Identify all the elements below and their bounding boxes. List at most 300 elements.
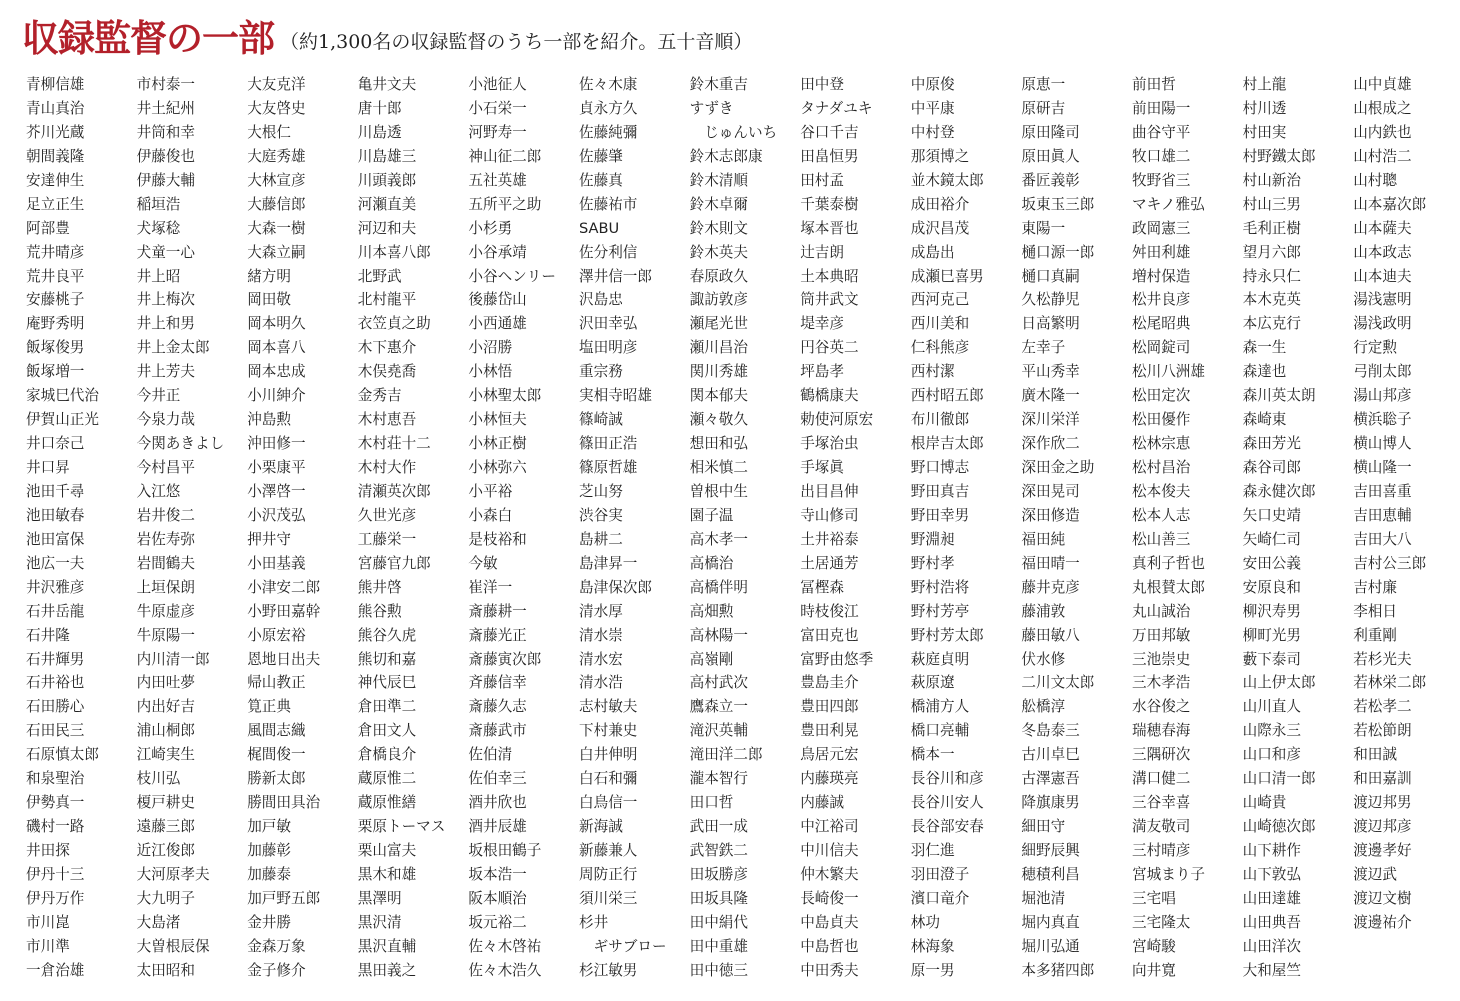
- director-name: 豊田利晃: [800, 722, 859, 740]
- director-name: 井筒和幸: [136, 123, 195, 141]
- director-name: 小林悟: [468, 363, 513, 381]
- director-name: 溝口健二: [1132, 770, 1191, 788]
- director-name: 亀井文夫: [357, 76, 417, 93]
- name-column: [1243, 73, 1353, 983]
- director-name: 松村昌治: [1132, 459, 1191, 476]
- director-name: 加戸敏: [247, 818, 291, 836]
- director-name: 鷹森立一: [689, 698, 748, 716]
- director-name: 大曽根辰保: [136, 937, 210, 955]
- director-name: 土居通芳: [800, 554, 859, 572]
- director-name: 倉田準二: [357, 698, 417, 716]
- director-name: 石井隆: [26, 626, 70, 644]
- director-name: 二川文太郎: [1021, 674, 1095, 692]
- director-name: 林海象: [910, 937, 955, 955]
- director-name: 仁科熊彦: [910, 339, 970, 357]
- director-name: 黒沢清: [357, 913, 402, 931]
- director-name: 小沢茂弘: [247, 506, 306, 524]
- director-name: 相米慎二: [689, 459, 748, 476]
- director-name: 吉田大八: [1353, 530, 1412, 548]
- director-name: 田村孟: [800, 171, 844, 189]
- director-name: 倉田文人: [357, 722, 417, 740]
- director-name: 村田実: [1242, 123, 1287, 141]
- director-name: 野淵昶: [910, 530, 955, 548]
- director-name: 井上和男: [136, 315, 195, 333]
- director-name: 北村龍平: [357, 291, 417, 309]
- director-name: 小森白: [468, 506, 513, 524]
- director-name: 金井勝: [247, 913, 291, 931]
- director-name: 今泉力哉: [136, 411, 195, 429]
- director-name: 岡本喜八: [247, 339, 306, 357]
- director-name: 伊藤俊也: [136, 147, 195, 165]
- director-name: 並木鏡太郎: [910, 171, 984, 189]
- director-name: 田中絹代: [689, 913, 748, 931]
- director-name: 森谷司郎: [1242, 459, 1301, 476]
- director-name: 李相日: [1353, 602, 1397, 620]
- director-name: 吉村公三郎: [1353, 554, 1427, 572]
- director-name: 佐々木康: [579, 76, 638, 93]
- director-name: 吉田喜重: [1353, 482, 1412, 500]
- director-name: 原田隆司: [1021, 123, 1080, 141]
- director-name: 高橋治: [689, 554, 734, 572]
- director-name: 堀池清: [1021, 889, 1066, 907]
- director-name: 森川英太朗: [1242, 387, 1316, 405]
- director-name: 出目昌伸: [800, 482, 859, 500]
- director-name: 入江悠: [136, 482, 181, 500]
- director-name: 番匠義彰: [1021, 171, 1080, 189]
- director-name: 小平裕: [468, 482, 513, 500]
- director-name: 佐藤真: [579, 171, 623, 189]
- director-name: 鈴木英夫: [689, 243, 748, 261]
- director-name: 深田金之助: [1021, 459, 1095, 476]
- director-name: 長崎俊一: [800, 889, 859, 907]
- director-name: 瀬川昌治: [689, 339, 748, 357]
- director-name: 山本迪夫: [1353, 267, 1412, 285]
- director-name: 岡本明久: [247, 315, 306, 333]
- director-name: 曽根中生: [689, 482, 748, 500]
- director-name: 磯村一路: [26, 818, 85, 836]
- director-name: 松山善三: [1132, 530, 1191, 548]
- director-name: 田坂具隆: [689, 889, 748, 907]
- director-name: 山田達雄: [1242, 889, 1301, 907]
- director-name: 加藤泰: [247, 865, 291, 883]
- director-name: 鈴木則文: [689, 219, 748, 237]
- director-name: 小林弥六: [468, 459, 527, 476]
- director-name: 西河克己: [910, 291, 970, 309]
- director-name: 深田修造: [1021, 506, 1080, 524]
- director-name: 庵野秀明: [26, 315, 85, 333]
- director-name: 大林宣彦: [247, 171, 306, 189]
- director-name: 森田芳光: [1242, 435, 1301, 453]
- page-subtitle: （約1,300名の収録監督のうち一部を紹介。五十音順）: [280, 31, 753, 53]
- director-name: 冨樫森: [800, 578, 844, 596]
- director-name: 寺山修司: [800, 506, 859, 524]
- director-name: 宮城まり子: [1132, 865, 1205, 883]
- director-name: 成瀬巳喜男: [910, 267, 984, 285]
- director-name: 実相寺昭雄: [579, 387, 652, 405]
- name-column: [690, 73, 800, 983]
- director-name: 成田裕介: [910, 195, 970, 213]
- director-name: 五所平之助: [468, 195, 542, 213]
- director-name: 熊谷久虎: [357, 626, 417, 644]
- name-column: [1132, 73, 1242, 983]
- name-column: [358, 73, 468, 983]
- director-name: 志村敏夫: [579, 698, 638, 716]
- director-name: 松井良彦: [1132, 291, 1191, 309]
- director-name: 牛原虚彦: [136, 602, 195, 620]
- director-name: 瑞穂春海: [1132, 722, 1191, 740]
- director-name: 満友敬司: [1132, 818, 1191, 836]
- director-name: 佐分利信: [579, 243, 638, 261]
- director-name: SABU: [579, 219, 620, 237]
- director-name: 前田哲: [1132, 76, 1176, 93]
- director-name: 冬島泰三: [1021, 722, 1080, 740]
- director-name: 五社英雄: [468, 171, 527, 189]
- director-name: 内出好吉: [136, 698, 195, 716]
- director-name: 廣木隆一: [1021, 387, 1080, 405]
- director-name: 佐藤純彌: [579, 123, 638, 141]
- director-name: 矢口史靖: [1242, 506, 1301, 524]
- director-name: 伊丹十三: [26, 865, 85, 883]
- director-name: 中村登: [910, 123, 955, 141]
- director-name: 須川栄三: [579, 889, 638, 907]
- director-name: 野田真吉: [910, 482, 970, 500]
- director-list: [26, 73, 1456, 993]
- director-name: 白井伸明: [579, 746, 638, 764]
- director-name: 内川清一郎: [136, 650, 210, 668]
- director-name: 斎藤武市: [468, 722, 527, 740]
- director-name: 湯山邦彦: [1353, 387, 1412, 405]
- director-name: 橋口亮輔: [910, 722, 970, 740]
- director-name: 荒井晴彦: [26, 243, 85, 261]
- director-name: 小谷ヘンリー: [468, 267, 556, 285]
- director-name: 大九明子: [136, 889, 195, 907]
- director-name: 坂根田鶴子: [468, 842, 542, 859]
- director-name: 沖島勲: [247, 411, 291, 429]
- director-name: 渡辺邦男: [1353, 794, 1412, 812]
- director-name: 毛利正樹: [1242, 219, 1301, 237]
- director-name: 小杉勇: [468, 219, 513, 237]
- director-name: 貞永方久: [579, 99, 638, 117]
- director-name: 和田誠: [1353, 746, 1397, 764]
- director-name: 井口奈己: [26, 435, 85, 453]
- director-name: 小津安二郎: [247, 578, 321, 596]
- director-name: 木村大作: [357, 459, 417, 476]
- director-name: 伊勢真一: [26, 794, 85, 812]
- director-name: 清水崇: [579, 626, 623, 644]
- director-name: 本広克行: [1242, 315, 1301, 333]
- director-name: 松尾昭典: [1132, 315, 1191, 333]
- director-name: 足立正生: [26, 195, 85, 213]
- director-name: 勅使河原宏: [800, 411, 874, 429]
- director-name: 筒井武文: [800, 291, 859, 309]
- director-name: 榎戸耕史: [136, 794, 195, 812]
- director-name: 石原慎太郎: [26, 746, 99, 764]
- director-name: 堀川弘通: [1021, 937, 1080, 955]
- director-name: 横山博人: [1353, 435, 1412, 453]
- director-name: 本木克英: [1242, 291, 1301, 309]
- director-name: 帰山教正: [247, 674, 306, 692]
- director-name: 石井裕也: [26, 674, 85, 692]
- director-name: 黒木和雄: [357, 865, 417, 883]
- director-name: タナダユキ: [800, 99, 873, 117]
- director-name: 山村浩二: [1353, 147, 1412, 165]
- director-name: 和田嘉訓: [1353, 770, 1412, 788]
- director-name: 神代辰巳: [357, 674, 417, 692]
- director-name: 川島透: [357, 123, 402, 141]
- director-name: 渡邊祐介: [1353, 913, 1412, 931]
- director-name: 飯塚増一: [26, 363, 85, 381]
- director-name: 緒方明: [247, 267, 291, 285]
- director-name: 河辺和夫: [357, 219, 417, 237]
- name-column: [1021, 73, 1131, 983]
- director-name: 芥川光蔵: [26, 123, 85, 141]
- director-name: すずき: [689, 99, 734, 117]
- director-name: 唐十郎: [357, 99, 402, 117]
- director-name: 森一生: [1242, 339, 1287, 357]
- director-name: 工藤栄一: [357, 530, 417, 548]
- director-name: 池田富保: [26, 530, 85, 548]
- director-name: 左幸子: [1021, 339, 1066, 357]
- director-name: 佐伯清: [468, 746, 513, 764]
- director-name: 青山真治: [26, 99, 85, 117]
- director-name: 村山三男: [1242, 195, 1301, 213]
- director-name: 池田千尋: [26, 482, 85, 500]
- director-name: 西村昭五郎: [910, 387, 984, 405]
- director-name: 渡邊孝好: [1353, 842, 1412, 859]
- director-name: 林功: [910, 913, 940, 931]
- director-name: 前田陽一: [1132, 99, 1191, 117]
- director-name: 岡田敬: [247, 291, 291, 309]
- director-name: 倉橋良介: [357, 746, 417, 764]
- director-name: 牧野省三: [1132, 171, 1191, 189]
- director-name: 滝沢英輔: [689, 722, 748, 740]
- director-name: 石井岳龍: [26, 602, 85, 620]
- director-name: 武田一成: [689, 818, 748, 836]
- director-name: 辻吉朗: [800, 243, 844, 261]
- director-name: 木村荘十二: [357, 435, 431, 453]
- director-name: 鶴橋康夫: [800, 387, 859, 405]
- director-name: 中田秀夫: [800, 961, 859, 979]
- director-name: 山下敦弘: [1242, 865, 1301, 883]
- director-name: 円谷英二: [800, 339, 859, 357]
- director-name: 太田昭和: [136, 961, 195, 979]
- director-name: 横山隆一: [1353, 459, 1412, 476]
- director-name: 筧正典: [247, 698, 291, 716]
- director-name: 福田純: [1021, 530, 1066, 548]
- director-name: 宮藤官九郎: [357, 554, 431, 572]
- director-name: 根岸吉太郎: [910, 435, 984, 453]
- director-name: 諏訪敦彦: [689, 291, 748, 309]
- director-name: 山本薩夫: [1353, 219, 1412, 237]
- director-name: 島津保次郎: [579, 578, 652, 596]
- director-name: 新藤兼人: [579, 842, 638, 859]
- director-name: 丸根賛太郎: [1132, 578, 1205, 596]
- director-name: 小田基義: [247, 554, 306, 572]
- director-name: 安達伸生: [26, 171, 85, 189]
- director-name: 堤幸彦: [800, 315, 844, 333]
- director-name: 高林陽一: [689, 626, 748, 644]
- director-name: 蔵原惟二: [357, 770, 417, 788]
- director-name: 鳥居元宏: [800, 746, 859, 764]
- director-name: 井沢雅彦: [26, 578, 85, 596]
- director-name: 吉村廉: [1353, 578, 1397, 596]
- director-name: 近江俊郎: [136, 842, 195, 859]
- director-name: 江崎実生: [136, 746, 195, 764]
- director-name: 西村潔: [910, 363, 955, 381]
- director-name: 松本人志: [1132, 506, 1191, 524]
- director-name: 酒井辰雄: [468, 818, 527, 836]
- director-name: 若松節朗: [1353, 722, 1412, 740]
- director-name: 柳沢寿男: [1242, 602, 1301, 620]
- director-name: 大根仁: [247, 123, 291, 141]
- director-name: 小林恒夫: [468, 411, 527, 429]
- director-name: 今村昌平: [136, 459, 195, 476]
- director-name: 若杉光夫: [1353, 650, 1412, 668]
- director-name: 川島雄三: [357, 147, 417, 165]
- director-name: 瀬々敬久: [689, 411, 748, 429]
- director-name: 中江裕司: [800, 818, 859, 836]
- director-name: 内田吐夢: [136, 674, 195, 692]
- director-name: 熊井啓: [357, 578, 402, 596]
- director-name: 阪本順治: [468, 889, 527, 907]
- director-name: 羽仁進: [910, 842, 955, 859]
- director-name: 伊丹万作: [26, 889, 85, 907]
- director-name: 松林宗恵: [1132, 435, 1191, 453]
- director-name: 山口清一郎: [1242, 770, 1316, 788]
- director-name: 山田典吾: [1242, 913, 1301, 931]
- director-name: 井土紀州: [136, 99, 195, 117]
- director-name: 成沢昌茂: [910, 219, 970, 237]
- director-name: 橋浦方人: [910, 698, 970, 716]
- director-name: 小西通雄: [468, 315, 527, 333]
- director-name: 山根成之: [1353, 99, 1412, 117]
- director-name: 真利子哲也: [1132, 554, 1205, 572]
- director-name: 中平康: [910, 99, 955, 117]
- director-name: 坪島孝: [800, 363, 844, 381]
- director-name: 神山征二郎: [468, 147, 542, 165]
- director-name: 崔洋一: [468, 578, 513, 596]
- director-name: 和泉聖治: [26, 770, 85, 788]
- director-name: 田畠恒男: [800, 147, 859, 165]
- director-name: 村川透: [1242, 99, 1287, 117]
- director-name: 飯塚俊男: [26, 339, 85, 357]
- director-name: 内藤瑛亮: [800, 770, 859, 788]
- director-name: 山際永三: [1242, 722, 1301, 740]
- director-name: 清水宏: [579, 650, 623, 668]
- director-name: 松本俊夫: [1132, 482, 1191, 500]
- director-name: 北野武: [357, 267, 402, 285]
- director-name: 野村芳太郎: [910, 626, 984, 644]
- director-name: 今関あきよし: [136, 435, 225, 453]
- director-name: 犬童一心: [136, 243, 195, 261]
- director-name: 小池征人: [468, 76, 527, 93]
- director-name: 山上伊太郎: [1242, 674, 1316, 692]
- director-name: 黒澤明: [357, 889, 402, 907]
- director-name: 大庭秀雄: [247, 147, 306, 165]
- director-name: 清水厚: [579, 602, 623, 620]
- director-name: 高木孝一: [689, 530, 748, 548]
- director-name: 古川卓巳: [1021, 746, 1080, 764]
- director-name: 井上芳夫: [136, 363, 195, 381]
- director-name: 大島渚: [136, 913, 181, 931]
- director-name: 羽田澄子: [910, 865, 970, 883]
- director-name: 古澤憲吾: [1021, 770, 1080, 788]
- director-name: 池田敏春: [26, 506, 85, 524]
- director-name: 宮崎駿: [1132, 937, 1176, 955]
- director-name: 井上梅次: [136, 291, 195, 309]
- director-name: 熊谷勲: [357, 602, 402, 620]
- director-name: 三宅唱: [1132, 889, 1176, 907]
- director-name: 大和屋竺: [1242, 961, 1301, 979]
- director-name: 新海誠: [579, 818, 623, 836]
- director-name: 小栗康平: [247, 459, 306, 476]
- director-name: 野村浩将: [910, 578, 970, 596]
- director-name: 細野辰興: [1021, 842, 1080, 859]
- director-name: 成島出: [910, 243, 955, 261]
- director-name: 木俣堯喬: [357, 363, 417, 381]
- director-name: 佐々木啓祐: [468, 937, 542, 955]
- director-name: 坂東玉三郎: [1021, 195, 1095, 213]
- director-name: 渡辺文樹: [1353, 889, 1412, 907]
- director-name: 大藤信郎: [247, 195, 306, 213]
- director-name: 仲木繁夫: [800, 865, 859, 883]
- director-name: 大友啓史: [247, 99, 306, 117]
- director-name: 横浜聡子: [1353, 411, 1412, 429]
- director-name: 関本郁夫: [689, 387, 748, 405]
- director-name: 渋谷実: [579, 506, 623, 524]
- director-name: 下村兼史: [579, 722, 638, 740]
- director-name: 市川準: [26, 937, 70, 955]
- director-name: 高橋伴明: [689, 578, 748, 596]
- director-name: 澤井信一郎: [579, 267, 652, 285]
- director-name: 小川紳介: [247, 387, 306, 405]
- director-name: じゅんいち: [689, 123, 778, 141]
- director-name: 深川栄洋: [1021, 411, 1080, 429]
- director-name: 阿部豊: [26, 219, 70, 237]
- director-name: 時枝俊江: [800, 602, 859, 620]
- director-name: 白石和彌: [579, 770, 638, 788]
- director-name: 中原俊: [910, 76, 955, 93]
- director-name: 今井正: [136, 387, 181, 405]
- director-name: 山口和彦: [1242, 746, 1301, 764]
- director-name: 山崎貴: [1242, 794, 1287, 812]
- director-name: 三谷幸喜: [1132, 794, 1191, 812]
- director-name: 中川信夫: [800, 842, 859, 859]
- name-column: [247, 73, 357, 983]
- director-name: 石井輝男: [26, 650, 85, 668]
- director-name: 長谷川和彦: [910, 770, 984, 788]
- director-name: 今敏: [468, 554, 498, 572]
- director-name: 山村聰: [1353, 171, 1397, 189]
- director-name: 村野鐵太郎: [1242, 147, 1316, 165]
- director-name: 安藤桃子: [26, 291, 85, 309]
- director-name: 加戸野五郎: [247, 889, 321, 907]
- director-name: 梶間俊一: [247, 746, 306, 764]
- director-name: 千葉泰樹: [800, 195, 859, 213]
- director-name: 土本典昭: [800, 267, 859, 285]
- director-name: 松岡錠司: [1132, 339, 1191, 357]
- director-name: 柳町光男: [1242, 626, 1301, 644]
- director-name: 湯浅政明: [1353, 315, 1412, 333]
- director-name: 是枝裕和: [468, 530, 527, 548]
- director-name: 金秀吉: [357, 387, 402, 405]
- director-name: 沖田修一: [247, 435, 306, 453]
- director-name: 堀内真直: [1021, 913, 1080, 931]
- director-name: 三池崇史: [1132, 650, 1191, 668]
- director-name: 布川徹郎: [910, 411, 970, 429]
- director-name: 万田邦敏: [1132, 626, 1191, 644]
- director-name: 岡本忠成: [247, 363, 306, 381]
